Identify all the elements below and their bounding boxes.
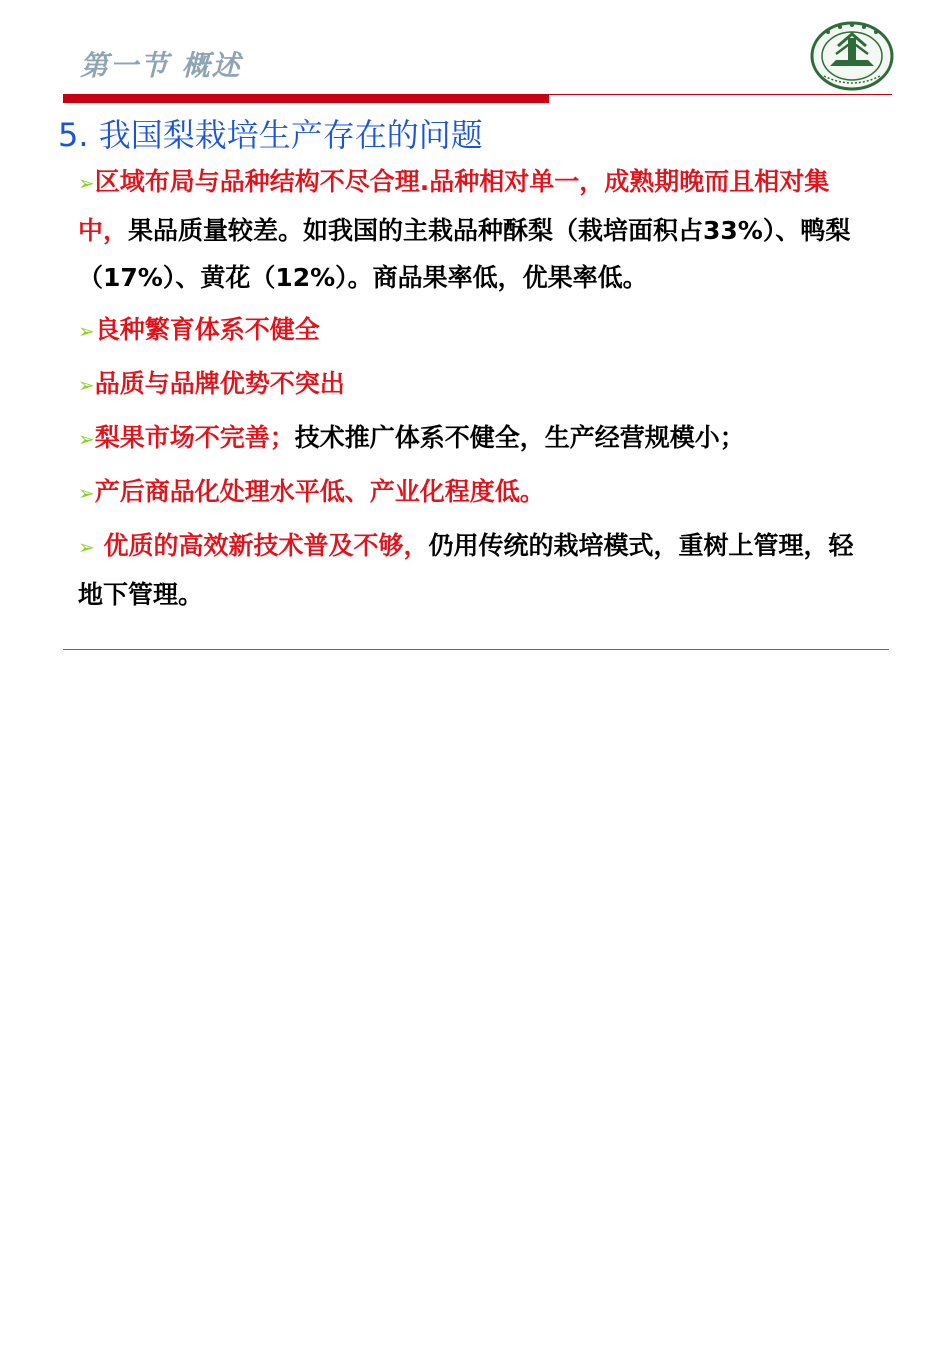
bullet-text: 果品质量较差。如我国的主栽品种酥梨（栽培面积占33%）、鸭梨（17%）、黄花（12%）。商品果率低，优果率低。 bbox=[78, 216, 851, 292]
arrow-bullet-icon: ➢ bbox=[78, 373, 95, 397]
arrow-bullet-icon: ➢ bbox=[78, 171, 95, 195]
bullet-emphasis: 优质的高效新技术普及不够， bbox=[94, 531, 429, 560]
bullet-item bbox=[78, 414, 878, 463]
bullet-emphasis: 区域布局与品种结构不尽合理.品种相对单一，成熟期晚而且相对集中， bbox=[78, 167, 830, 245]
bullet-emphasis: 梨果市场不完善； bbox=[94, 423, 295, 452]
bullet-item bbox=[78, 158, 878, 301]
bullet-item bbox=[78, 468, 878, 517]
bullet-item bbox=[78, 522, 878, 618]
arrow-bullet-icon: ➢ bbox=[78, 481, 95, 505]
bullet-item bbox=[78, 306, 878, 355]
bullet-item bbox=[78, 360, 878, 409]
arrow-bullet-icon: ➢ bbox=[78, 319, 95, 343]
bullet-emphasis: 产后商品化处理水平低、产业化程度低。 bbox=[94, 477, 545, 506]
header-rule-thin bbox=[549, 94, 892, 95]
section-heading: 5. 我国梨栽培生产存在的问题 bbox=[58, 116, 483, 154]
bullet-text: 仍用传统的栽培模式，重树上管理，轻地下管理。 bbox=[78, 531, 854, 609]
header-rule-thick bbox=[63, 94, 549, 103]
arrow-bullet-icon: ➢ bbox=[78, 535, 95, 559]
bullet-text: 技术推广体系不健全，生产经营规模小； bbox=[294, 423, 745, 452]
footer-rule bbox=[63, 649, 889, 650]
bullet-emphasis: 良种繁育体系不健全 bbox=[94, 315, 320, 344]
page-header-title: 第一节 概述 bbox=[80, 49, 242, 82]
bullet-list bbox=[78, 158, 878, 623]
bullet-emphasis: 品质与品牌优势不突出 bbox=[94, 369, 345, 398]
arrow-bullet-icon: ➢ bbox=[78, 427, 95, 451]
university-seal-icon bbox=[808, 20, 896, 92]
